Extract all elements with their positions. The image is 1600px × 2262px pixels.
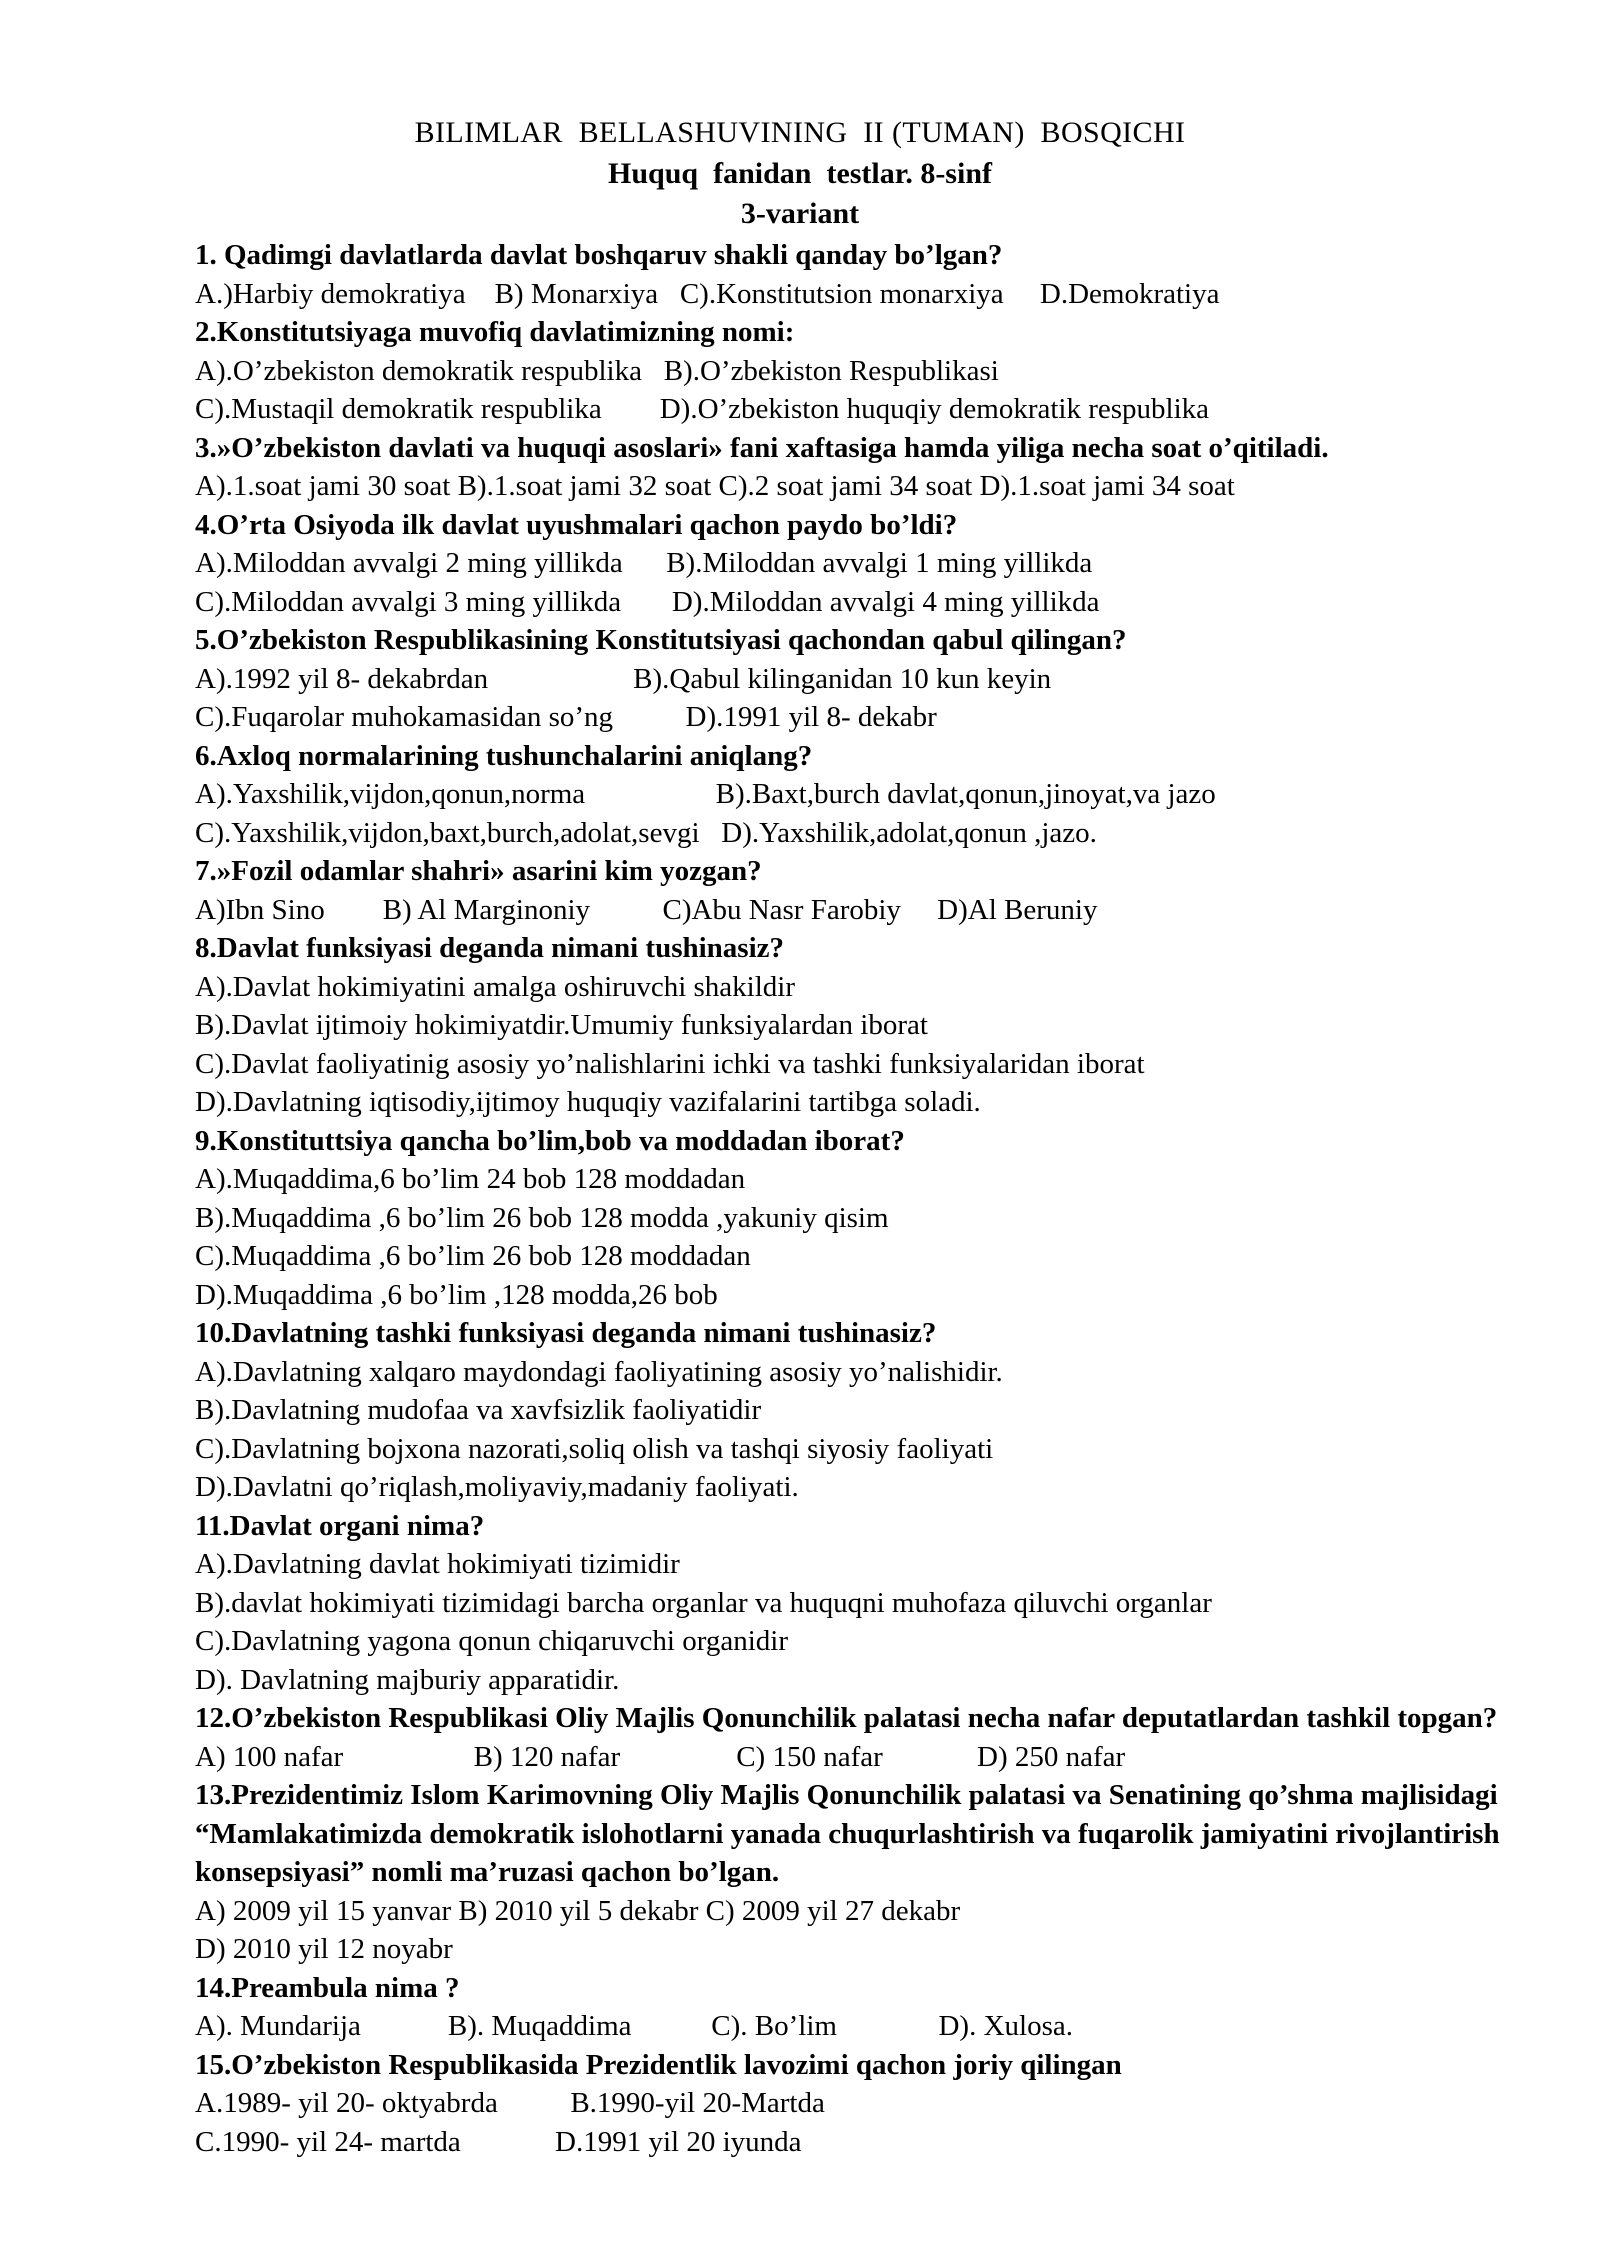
question-option-line[interactable]: A).O’zbekiston demokratik respublika B).O’zbekiston Respublikasi (195, 354, 999, 387)
question-option-line[interactable]: D). Davlatning majburiy apparatidir. (195, 1663, 620, 1696)
question-option-line[interactable]: A.)Harbiy demokratiya B) Monarxiya C).Konstitutsion monarxiya D.Demokratiya (195, 277, 1220, 310)
question-option-line[interactable]: A)Ibn Sino B) Al Marginoniy C)Abu Nasr Farobiy D)Al Beruniy (195, 893, 1098, 926)
header-variant: 3-variant (740, 197, 860, 230)
question-option-line[interactable]: A).Davlatning davlat hokimiyati tizimidir (195, 1548, 680, 1580)
question-option-line[interactable]: D).Muqaddima ,6 bo’lim ,128 modda,26 bob (195, 1278, 718, 1311)
question-block (195, 621, 1560, 737)
question-option-line[interactable]: A).Davlatning xalqaro maydondagi faoliyatining asosiy yo’nalishidir. (195, 1355, 1003, 1388)
question-block (195, 236, 1560, 313)
question-option-line[interactable]: A).Davlat hokimiyatini amalga oshiruvchi shakildir (195, 970, 796, 1003)
question-option-line[interactable]: C).Muqaddima ,6 bo’lim 26 bob 128 moddadan (195, 1240, 751, 1272)
question-option-line[interactable]: C).Mustaqil demokratik respublika D).O’zbekiston huquqiy demokratik respublika (195, 393, 1210, 425)
question-option-line[interactable]: B).Davlat ijtimoiy hokimiyatdir.Umumiy funksiyalardan iborat (195, 1009, 928, 1041)
question-stem: 7.»Fozil odamlar shahri» asarini kim yozgan? (195, 855, 762, 887)
question-block (195, 1699, 1560, 1776)
question-option-line[interactable]: C.1990- yil 24- martda D.1991 yil 20 iyunda (195, 2125, 802, 2158)
questions-list (0, 236, 1600, 2161)
question-option-line[interactable]: A) 2009 yil 15 yanvar B) 2010 yil 5 dekabr C) 2009 yil 27 dekabr (195, 1894, 961, 1927)
question-block (195, 737, 1560, 853)
question-option-line[interactable]: D).Davlatning iqtisodiy,ijtimoy huquqiy vazifalarini tartibga soladi. (195, 1086, 981, 1118)
question-option-line[interactable]: D) 2010 yil 12 noyabr (195, 1933, 453, 1965)
question-option-line[interactable]: B).davlat hokimiyati tizimidagi barcha organlar va huquqni muhofaza qiluvchi organlar (195, 1586, 1212, 1619)
question-stem: 15.O’zbekiston Respublikasida Prezidentlik lavozimi qachon joriy qilingan (195, 2048, 1122, 2081)
question-option-line[interactable]: A).1992 yil 8- dekabrdan B).Qabul kilinganidan 10 kun keyin (195, 662, 1052, 695)
question-option-line[interactable]: B).Muqaddima ,6 bo’lim 26 bob 128 modda ,yakuniy qisim (195, 1201, 889, 1234)
question-option-line[interactable]: D).Davlatni qo’riqlash,moliyaviy,madaniy faoliyati. (195, 1471, 799, 1503)
question-option-line[interactable]: C).Davlatning bojxona nazorati,soliq olish va tashqi siyosiy faoliyati (195, 1432, 994, 1465)
question-block (195, 1122, 1560, 1315)
question-stem: 13.Prezidentimiz Islom Karimovning Oliy Majlis Qonunchilik palatasi va Senatining qo’shma majlisidagi “Mamlakatimizda demokratik islohotlarni yanada chuqurlashtirish va fuqarolik jamiyatini rivojlantirish konsepsiyasi” nomli ma’ruzasi qachon bo’lgan. (195, 1779, 1507, 1888)
question-stem: 11.Davlat organi nima? (195, 1509, 485, 1542)
question-block (195, 2046, 1560, 2162)
question-option-line[interactable]: A.1989- yil 20- oktyabrda B.1990-yil 20-Martda (195, 2087, 825, 2119)
question-stem: 6.Axloq normalarining tushunchalarini aniqlang? (195, 739, 813, 772)
question-stem: 8.Davlat funksiyasi deganda nimani tushinasiz? (195, 932, 785, 964)
question-stem: 9.Konstituttsiya qancha bo’lim,bob va moddadan iborat? (195, 1124, 905, 1157)
header-title-competition: BILIMLAR BELLASHUVINING II (TUMAN) BOSQICHI (414, 116, 1186, 149)
question-stem: 1. Qadimgi davlatlarda davlat boshqaruv shakli qanday bo’lgan? (195, 239, 1003, 271)
question-option-line[interactable]: A).Miloddan avvalgi 2 ming yillikda B).Miloddan avvalgi 1 ming yillikda (195, 547, 1093, 579)
question-block (195, 1776, 1560, 1969)
question-block (195, 1314, 1560, 1507)
question-option-line[interactable]: A) 100 nafar B) 120 nafar C) 150 nafar D) 250 nafar (195, 1740, 1126, 1773)
question-block (195, 313, 1560, 429)
question-block (195, 852, 1560, 929)
question-option-line[interactable]: A).Muqaddima,6 bo’lim 24 bob 128 moddadan (195, 1163, 746, 1195)
question-option-line[interactable]: A).1.soat jami 30 soat B).1.soat jami 32 soat C).2 soat jami 34 soat D).1.soat jami 34 soat (195, 470, 1235, 502)
question-option-line[interactable]: C).Davlat faoliyatinig asosiy yo’nalishlarini ichki va tashki funksiyalaridan iborat (195, 1047, 1145, 1080)
question-option-line[interactable]: A).Yaxshilik,vijdon,qonun,norma B).Baxt,burch davlat,qonun,jinoyat,va jazo (195, 778, 1216, 810)
question-stem: 2.Konstitutsiyaga muvofiq davlatimizning nomi: (195, 316, 795, 348)
question-block (195, 506, 1560, 622)
question-block (195, 429, 1560, 506)
question-stem: 5.O’zbekiston Respublikasining Konstitutsiyasi qachondan qabul qilingan? (195, 624, 1127, 656)
question-option-line[interactable]: C).Davlatning yagona qonun chiqaruvchi organidir (195, 1625, 789, 1657)
question-option-line[interactable]: C).Fuqarolar muhokamasidan so’ng D).1991 yil 8- dekabr (195, 701, 937, 733)
question-option-line[interactable]: C).Miloddan avvalgi 3 ming yillikda D).Miloddan avvalgi 4 ming yillikda (195, 585, 1100, 618)
question-option-line[interactable]: B).Davlatning mudofaa va xavfsizlik faoliyatidir (195, 1394, 762, 1426)
question-stem: 10.Davlatning tashki funksiyasi deganda nimani tushinasiz? (195, 1317, 937, 1349)
question-block (195, 1969, 1560, 2046)
question-stem: 3.»O’zbekiston davlati va huquqi asoslari» fani xaftasiga hamda yiliga necha soat o’qitiladi. (195, 431, 1329, 464)
document-header (0, 0, 1600, 234)
question-block (195, 1507, 1560, 1700)
question-block (195, 929, 1560, 1122)
question-stem: 12.O’zbekiston Respublikasi Oliy Majlis Qonunchilik palatasi necha nafar deputatlardan tashkil topgan? (195, 1702, 1498, 1734)
question-stem: 4.O’rta Osiyoda ilk davlat uyushmalari qachon paydo bo’ldi? (195, 508, 958, 541)
question-option-line[interactable]: C).Yaxshilik,vijdon,baxt,burch,adolat,sevgi D).Yaxshilik,adolat,qonun ,jazo. (195, 816, 1097, 849)
question-option-line[interactable]: A). Mundarija B). Muqaddima C). Bo’lim D). Xulosa. (195, 2010, 1073, 2042)
header-subject-grade: Huquq fanidan testlar. 8-sinf (608, 157, 992, 190)
question-stem: 14.Preambula nima ? (195, 1971, 460, 2004)
